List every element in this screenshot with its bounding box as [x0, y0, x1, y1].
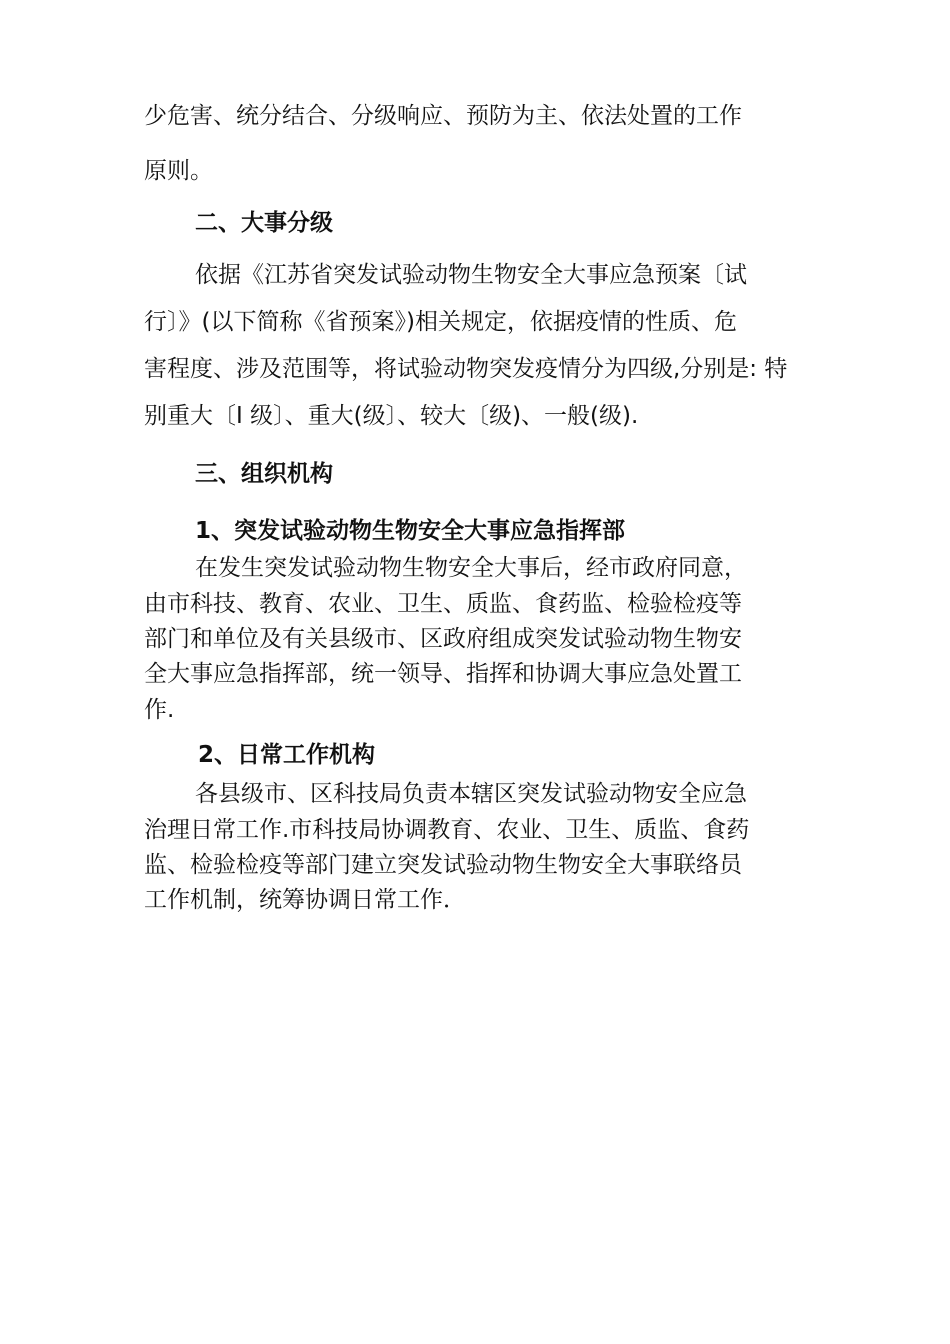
subsection-2-line-2: 治理日常工作.市科技局协调教育、农业、卫生、质监、食药: [144, 817, 750, 843]
subsection-1-line-4: 全大事应急指挥部，统一领导、指挥和协调大事应急处置工: [144, 661, 742, 687]
subsection-2-line-4: 工作机制，统筹协调日常工作．: [144, 887, 466, 913]
subsection-2-line-3: 监、检验检疫等部门建立突发试验动物生物安全大事联络员: [144, 852, 742, 878]
section-3-heading: 三、组织机构: [195, 461, 333, 487]
subsection-1-heading: 1、突发试验动物生物安全大事应急指挥部: [195, 518, 626, 544]
subsection-1-line-5: 作.: [144, 697, 175, 723]
section-2-line-3: 害程度、涉及范围等，将试验动物突发疫情分为四级,分别是: 特: [144, 356, 788, 382]
subsection-1-line-3: 部门和单位及有关县级市、区政府组成突发试验动物生物安: [144, 626, 742, 652]
section-2-heading: 二、大事分级: [195, 210, 333, 236]
intro-line-1: 少危害、统分结合、分级响应、预防为主、依法处置的工作: [144, 103, 742, 129]
section-2-line-1: 依据《江苏省突发试验动物生物安全大事应急预案〔试: [195, 262, 747, 288]
subsection-2-heading: 2、日常工作机构: [198, 742, 376, 768]
section-2-line-4: 别重大〔I 级〕、重大(级〕、较大〔级)、一般(级).: [144, 403, 639, 429]
section-2-line-2: 行〕》(以下简称《省预案》)相关规定，依据疫情的性质、危: [144, 309, 737, 335]
intro-line-2: 原则。: [144, 158, 213, 184]
subsection-1-line-2: 由市科技、教育、农业、卫生、质监、食药监、检验检疫等: [144, 591, 742, 617]
subsection-2-line-1: 各县级市、区科技局负责本辖区突发试验动物安全应急: [195, 781, 747, 807]
subsection-1-line-1: 在发生突发试验动物生物安全大事后，经市政府同意，: [195, 555, 747, 581]
